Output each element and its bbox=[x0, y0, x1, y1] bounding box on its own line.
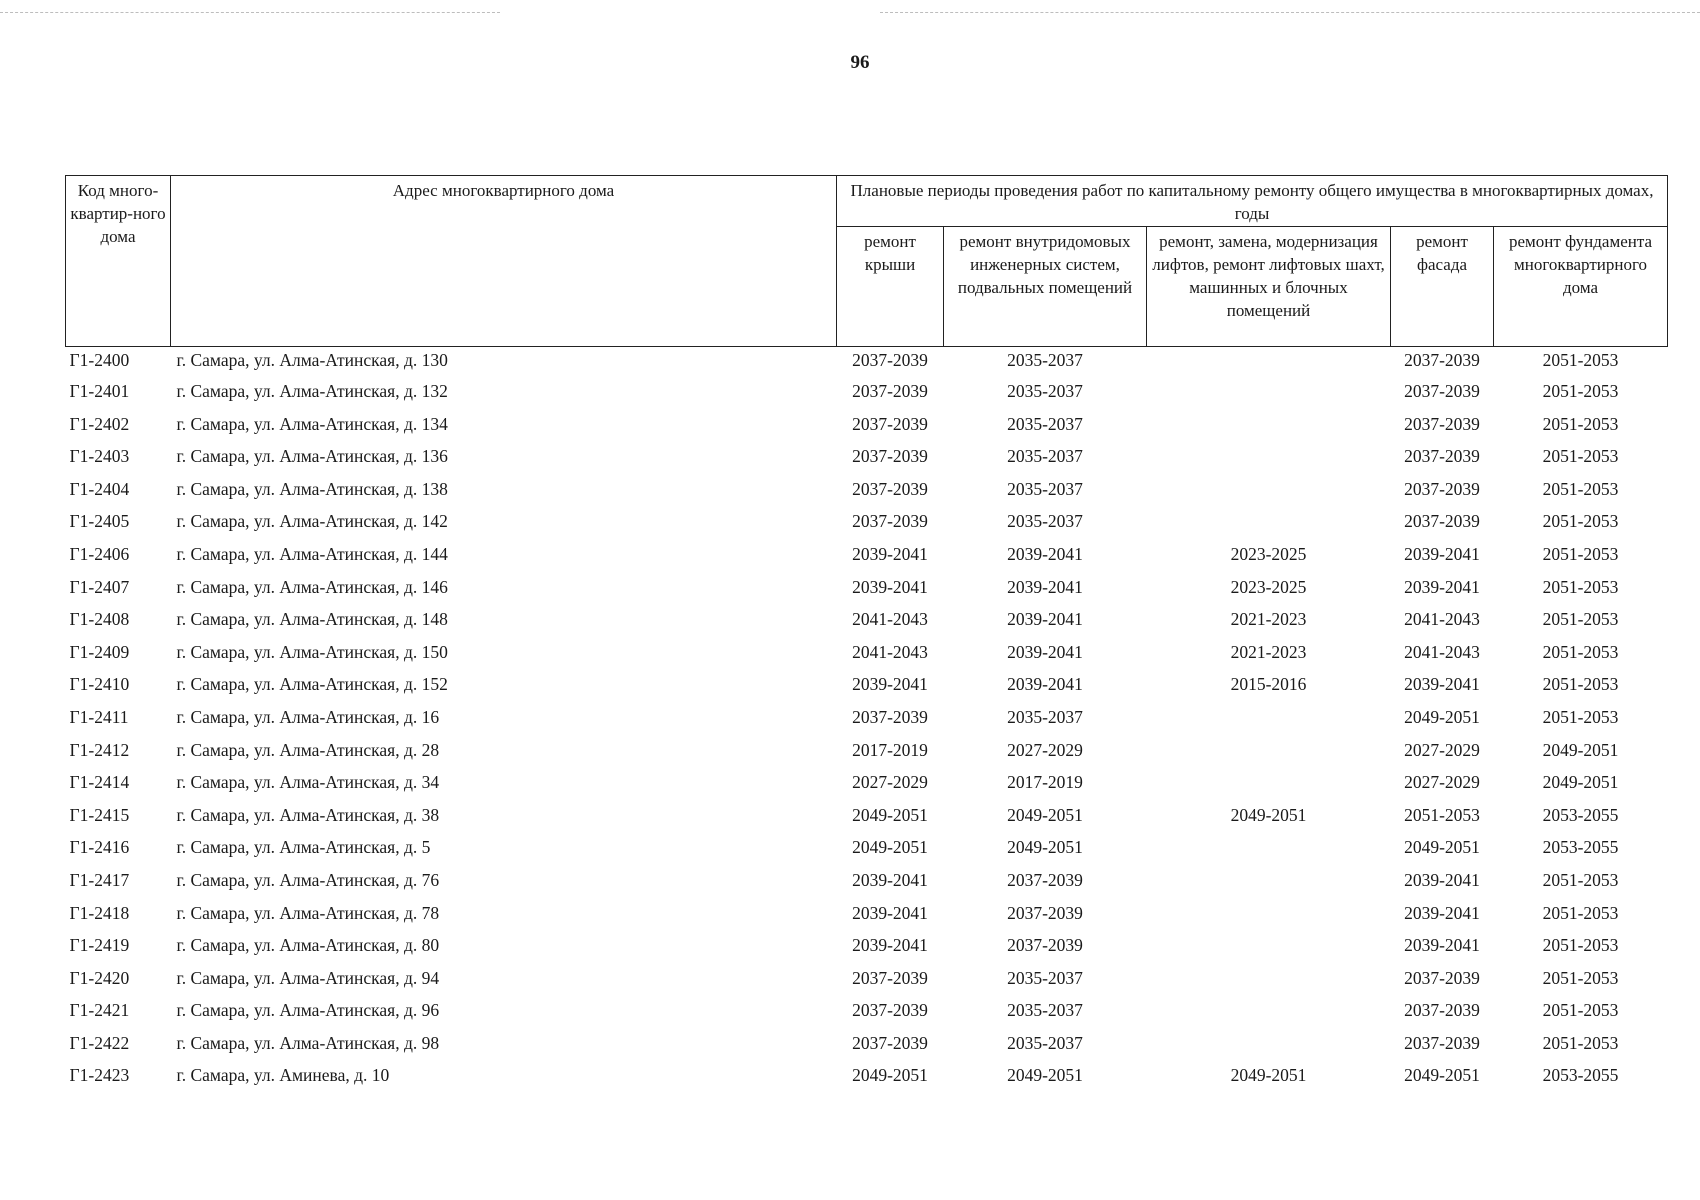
cell-facade: 2037-2039 bbox=[1404, 511, 1480, 532]
cell-engineering: 2035-2037 bbox=[1007, 1032, 1083, 1053]
table-row bbox=[66, 571, 1668, 604]
cell-address: г. Самара, ул. Алма-Атинская, д. 94 bbox=[176, 967, 440, 988]
table-row bbox=[66, 962, 1668, 995]
cell-roof: 2037-2039 bbox=[852, 350, 928, 370]
cell-elevators: 2015-2016 bbox=[1230, 674, 1307, 695]
cell-facade: 2049-2051 bbox=[1404, 706, 1480, 727]
header-roof: ремонт крыши bbox=[837, 227, 944, 347]
header-address: Адрес многоквартирного дома bbox=[171, 176, 837, 347]
repair-schedule-table bbox=[65, 175, 1668, 1092]
cell-elevators bbox=[1147, 766, 1391, 799]
cell-roof: 2039-2041 bbox=[852, 543, 928, 564]
cell-foundation: 2049-2051 bbox=[1542, 772, 1619, 793]
cell-address: г. Самара, ул. Алма-Атинская, д. 28 bbox=[176, 739, 440, 760]
cell-facade: 2039-2041 bbox=[1404, 543, 1480, 564]
cell-roof: 2039-2041 bbox=[852, 674, 928, 695]
cell-facade: 2039-2041 bbox=[1404, 869, 1480, 890]
cell-elevators bbox=[1147, 864, 1391, 897]
cell-roof: 2037-2039 bbox=[852, 446, 928, 467]
cell-facade: 2027-2029 bbox=[1404, 739, 1480, 760]
cell-address: г. Самара, ул. Алма-Атинская, д. 138 bbox=[176, 478, 448, 499]
cell-elevators: 2021-2023 bbox=[1230, 641, 1307, 662]
table-row bbox=[66, 408, 1668, 441]
cell-address: г. Самара, ул. Алма-Атинская, д. 98 bbox=[176, 1032, 440, 1053]
cell-engineering: 2035-2037 bbox=[1007, 478, 1083, 499]
cell-elevators: 2023-2025 bbox=[1230, 576, 1307, 597]
cell-elevators bbox=[1147, 1027, 1391, 1060]
cell-facade: 2037-2039 bbox=[1404, 478, 1480, 499]
cell-foundation: 2051-2053 bbox=[1542, 869, 1619, 890]
cell-foundation: 2051-2053 bbox=[1542, 381, 1619, 401]
cell-roof: 2037-2039 bbox=[852, 478, 928, 499]
cell-roof: 2049-2051 bbox=[852, 1065, 928, 1086]
cell-elevators: 2023-2025 bbox=[1230, 543, 1307, 564]
cell-facade: 2037-2039 bbox=[1404, 446, 1480, 467]
cell-elevators bbox=[1147, 347, 1391, 376]
cell-foundation: 2051-2053 bbox=[1542, 674, 1619, 695]
cell-code: Г1-2415 bbox=[69, 804, 130, 825]
cell-foundation: 2051-2053 bbox=[1542, 706, 1619, 727]
cell-address: г. Самара, ул. Алма-Атинская, д. 78 bbox=[176, 902, 440, 923]
header-engineering: ремонт внутридомовых инженерных систем, подвальных помещений bbox=[944, 227, 1147, 347]
cell-code: Г1-2418 bbox=[69, 902, 130, 923]
cell-roof: 2037-2039 bbox=[852, 1000, 928, 1021]
cell-facade: 2039-2041 bbox=[1404, 935, 1480, 956]
cell-foundation: 2049-2051 bbox=[1542, 739, 1619, 760]
cell-address: г. Самара, ул. Алма-Атинская, д. 76 bbox=[176, 869, 440, 890]
cell-engineering: 2037-2039 bbox=[1007, 902, 1083, 923]
cell-facade: 2049-2051 bbox=[1404, 1065, 1480, 1086]
header-elevators: ремонт, замена, модернизация лифтов, ремонт лифтовых шахт, машинных и блочных помещений bbox=[1147, 227, 1391, 347]
cell-roof: 2039-2041 bbox=[852, 902, 928, 923]
cell-code: Г1-2412 bbox=[69, 739, 130, 760]
table-row bbox=[66, 897, 1668, 930]
cell-elevators bbox=[1147, 734, 1391, 767]
cell-address: г. Самара, ул. Алма-Атинская, д. 96 bbox=[176, 1000, 440, 1021]
table-header bbox=[66, 176, 1668, 347]
scan-artifact-line bbox=[880, 12, 1700, 13]
cell-foundation: 2051-2053 bbox=[1542, 350, 1619, 370]
cell-engineering: 2039-2041 bbox=[1007, 576, 1083, 597]
cell-address: г. Самара, ул. Алма-Атинская, д. 142 bbox=[176, 511, 448, 532]
cell-foundation: 2051-2053 bbox=[1542, 609, 1619, 630]
cell-facade: 2051-2053 bbox=[1404, 804, 1480, 825]
cell-facade: 2037-2039 bbox=[1404, 381, 1480, 401]
cell-foundation: 2051-2053 bbox=[1542, 511, 1619, 532]
cell-code: Г1-2410 bbox=[69, 674, 130, 695]
cell-foundation: 2051-2053 bbox=[1542, 576, 1619, 597]
cell-roof: 2039-2041 bbox=[852, 576, 928, 597]
cell-engineering: 2035-2037 bbox=[1007, 967, 1083, 988]
cell-facade: 2037-2039 bbox=[1404, 1032, 1480, 1053]
table-row bbox=[66, 734, 1668, 767]
cell-elevators bbox=[1147, 929, 1391, 962]
cell-engineering: 2027-2029 bbox=[1007, 739, 1083, 760]
cell-roof: 2037-2039 bbox=[852, 381, 928, 401]
table-row bbox=[66, 766, 1668, 799]
cell-foundation: 2053-2055 bbox=[1542, 837, 1619, 858]
cell-code: Г1-2411 bbox=[69, 706, 129, 727]
table-row bbox=[66, 701, 1668, 734]
cell-elevators bbox=[1147, 897, 1391, 930]
cell-code: Г1-2409 bbox=[69, 641, 130, 662]
cell-facade: 2041-2043 bbox=[1404, 609, 1480, 630]
cell-elevators bbox=[1147, 994, 1391, 1027]
table-row bbox=[66, 636, 1668, 669]
cell-code: Г1-2404 bbox=[69, 478, 130, 499]
scan-artifact-line bbox=[0, 12, 500, 13]
cell-elevators bbox=[1147, 440, 1391, 473]
cell-facade: 2037-2039 bbox=[1404, 1000, 1480, 1021]
cell-address: г. Самара, ул. Алма-Атинская, д. 152 bbox=[176, 674, 448, 695]
cell-code: Г1-2420 bbox=[69, 967, 130, 988]
cell-address: г. Самара, ул. Алма-Атинская, д. 144 bbox=[176, 543, 448, 564]
cell-roof: 2039-2041 bbox=[852, 935, 928, 956]
cell-address: г. Самара, ул. Алма-Атинская, д. 148 bbox=[176, 609, 448, 630]
cell-elevators: 2021-2023 bbox=[1230, 609, 1307, 630]
cell-foundation: 2053-2055 bbox=[1542, 1065, 1619, 1086]
cell-engineering: 2037-2039 bbox=[1007, 935, 1083, 956]
cell-code: Г1-2417 bbox=[69, 869, 130, 890]
cell-foundation: 2051-2053 bbox=[1542, 1032, 1619, 1053]
cell-facade: 2037-2039 bbox=[1404, 967, 1480, 988]
cell-roof: 2049-2051 bbox=[852, 804, 928, 825]
cell-roof: 2037-2039 bbox=[852, 967, 928, 988]
header-code: Код много-квартир-ного дома bbox=[66, 176, 171, 347]
header-periods: Плановые периоды проведения работ по капитальному ремонту общего имущества в многоквартирных домах, годы bbox=[837, 176, 1668, 227]
cell-engineering: 2049-2051 bbox=[1007, 1065, 1083, 1086]
cell-engineering: 2037-2039 bbox=[1007, 869, 1083, 890]
cell-code: Г1-2400 bbox=[69, 350, 130, 370]
cell-engineering: 2039-2041 bbox=[1007, 641, 1083, 662]
cell-foundation: 2051-2053 bbox=[1542, 413, 1619, 434]
cell-foundation: 2051-2053 bbox=[1542, 1000, 1619, 1021]
cell-engineering: 2039-2041 bbox=[1007, 543, 1083, 564]
cell-foundation: 2051-2053 bbox=[1542, 446, 1619, 467]
cell-code: Г1-2402 bbox=[69, 413, 130, 434]
cell-address: г. Самара, ул. Алма-Атинская, д. 38 bbox=[176, 804, 440, 825]
table-row bbox=[66, 347, 1668, 376]
cell-code: Г1-2419 bbox=[69, 935, 130, 956]
cell-code: Г1-2422 bbox=[69, 1032, 130, 1053]
table-row bbox=[66, 603, 1668, 636]
cell-facade: 2049-2051 bbox=[1404, 837, 1480, 858]
cell-elevators: 2049-2051 bbox=[1230, 1065, 1307, 1086]
cell-foundation: 2051-2053 bbox=[1542, 935, 1619, 956]
cell-code: Г1-2406 bbox=[69, 543, 130, 564]
cell-facade: 2039-2041 bbox=[1404, 674, 1480, 695]
cell-facade: 2039-2041 bbox=[1404, 902, 1480, 923]
cell-engineering: 2035-2037 bbox=[1007, 413, 1083, 434]
cell-code: Г1-2421 bbox=[69, 1000, 130, 1021]
cell-roof: 2027-2029 bbox=[852, 772, 928, 793]
cell-engineering: 2035-2037 bbox=[1007, 511, 1083, 532]
cell-engineering: 2039-2041 bbox=[1007, 674, 1083, 695]
cell-engineering: 2035-2037 bbox=[1007, 381, 1083, 401]
cell-engineering: 2049-2051 bbox=[1007, 804, 1083, 825]
cell-address: г. Самара, ул. Алма-Атинская, д. 150 bbox=[176, 641, 448, 662]
cell-elevators bbox=[1147, 831, 1391, 864]
cell-foundation: 2053-2055 bbox=[1542, 804, 1619, 825]
table-row bbox=[66, 994, 1668, 1027]
cell-roof: 2017-2019 bbox=[852, 739, 928, 760]
cell-elevators bbox=[1147, 473, 1391, 506]
table-row bbox=[66, 864, 1668, 897]
table-row bbox=[66, 1059, 1668, 1092]
cell-foundation: 2051-2053 bbox=[1542, 641, 1619, 662]
cell-code: Г1-2423 bbox=[69, 1065, 130, 1086]
cell-foundation: 2051-2053 bbox=[1542, 967, 1619, 988]
table-row bbox=[66, 473, 1668, 506]
table-row bbox=[66, 929, 1668, 962]
cell-engineering: 2035-2037 bbox=[1007, 446, 1083, 467]
cell-address: г. Самара, ул. Алма-Атинская, д. 16 bbox=[176, 706, 440, 727]
cell-elevators bbox=[1147, 375, 1391, 408]
cell-roof: 2037-2039 bbox=[852, 1032, 928, 1053]
cell-engineering: 2035-2037 bbox=[1007, 1000, 1083, 1021]
table-body bbox=[66, 347, 1668, 1093]
cell-foundation: 2051-2053 bbox=[1542, 478, 1619, 499]
table-row bbox=[66, 1027, 1668, 1060]
cell-engineering: 2049-2051 bbox=[1007, 837, 1083, 858]
cell-code: Г1-2403 bbox=[69, 446, 130, 467]
cell-code: Г1-2405 bbox=[69, 511, 130, 532]
cell-roof: 2049-2051 bbox=[852, 837, 928, 858]
cell-address: г. Самара, ул. Алма-Атинская, д. 130 bbox=[176, 350, 448, 370]
table-row bbox=[66, 799, 1668, 832]
cell-address: г. Самара, ул. Алма-Атинская, д. 132 bbox=[176, 381, 448, 401]
cell-engineering: 2035-2037 bbox=[1007, 706, 1083, 727]
table-row bbox=[66, 505, 1668, 538]
header-foundation: ремонт фундамента многоквартирного дома bbox=[1494, 227, 1668, 347]
cell-facade: 2037-2039 bbox=[1404, 350, 1480, 370]
cell-facade: 2037-2039 bbox=[1404, 413, 1480, 434]
cell-roof: 2041-2043 bbox=[852, 609, 928, 630]
cell-address: г. Самара, ул. Алма-Атинская, д. 134 bbox=[176, 413, 448, 434]
table-row bbox=[66, 831, 1668, 864]
cell-address: г. Самара, ул. Алма-Атинская, д. 5 bbox=[176, 837, 431, 858]
table-row bbox=[66, 440, 1668, 473]
cell-roof: 2037-2039 bbox=[852, 511, 928, 532]
cell-facade: 2041-2043 bbox=[1404, 641, 1480, 662]
cell-code: Г1-2416 bbox=[69, 837, 130, 858]
cell-elevators: 2049-2051 bbox=[1230, 804, 1307, 825]
cell-roof: 2039-2041 bbox=[852, 869, 928, 890]
page-number: 96 bbox=[850, 52, 870, 73]
cell-address: г. Самара, ул. Алма-Атинская, д. 146 bbox=[176, 576, 448, 597]
cell-facade: 2027-2029 bbox=[1404, 772, 1480, 793]
cell-roof: 2037-2039 bbox=[852, 413, 928, 434]
cell-engineering: 2039-2041 bbox=[1007, 609, 1083, 630]
cell-elevators bbox=[1147, 962, 1391, 995]
cell-address: г. Самара, ул. Аминева, д. 10 bbox=[176, 1065, 390, 1086]
cell-foundation: 2051-2053 bbox=[1542, 902, 1619, 923]
cell-elevators bbox=[1147, 408, 1391, 441]
cell-foundation: 2051-2053 bbox=[1542, 543, 1619, 564]
table-row bbox=[66, 375, 1668, 408]
cell-facade: 2039-2041 bbox=[1404, 576, 1480, 597]
table-row bbox=[66, 538, 1668, 571]
cell-elevators bbox=[1147, 701, 1391, 734]
cell-address: г. Самара, ул. Алма-Атинская, д. 34 bbox=[176, 772, 440, 793]
cell-engineering: 2017-2019 bbox=[1007, 772, 1083, 793]
cell-roof: 2037-2039 bbox=[852, 706, 928, 727]
cell-address: г. Самара, ул. Алма-Атинская, д. 136 bbox=[176, 446, 448, 467]
header-facade: ремонт фасада bbox=[1391, 227, 1494, 347]
cell-code: Г1-2407 bbox=[69, 576, 130, 597]
cell-engineering: 2035-2037 bbox=[1007, 350, 1083, 370]
cell-elevators bbox=[1147, 505, 1391, 538]
table-row bbox=[66, 668, 1668, 701]
cell-code: Г1-2408 bbox=[69, 609, 130, 630]
cell-code: Г1-2414 bbox=[69, 772, 130, 793]
cell-address: г. Самара, ул. Алма-Атинская, д. 80 bbox=[176, 935, 440, 956]
cell-roof: 2041-2043 bbox=[852, 641, 928, 662]
cell-code: Г1-2401 bbox=[69, 381, 130, 401]
